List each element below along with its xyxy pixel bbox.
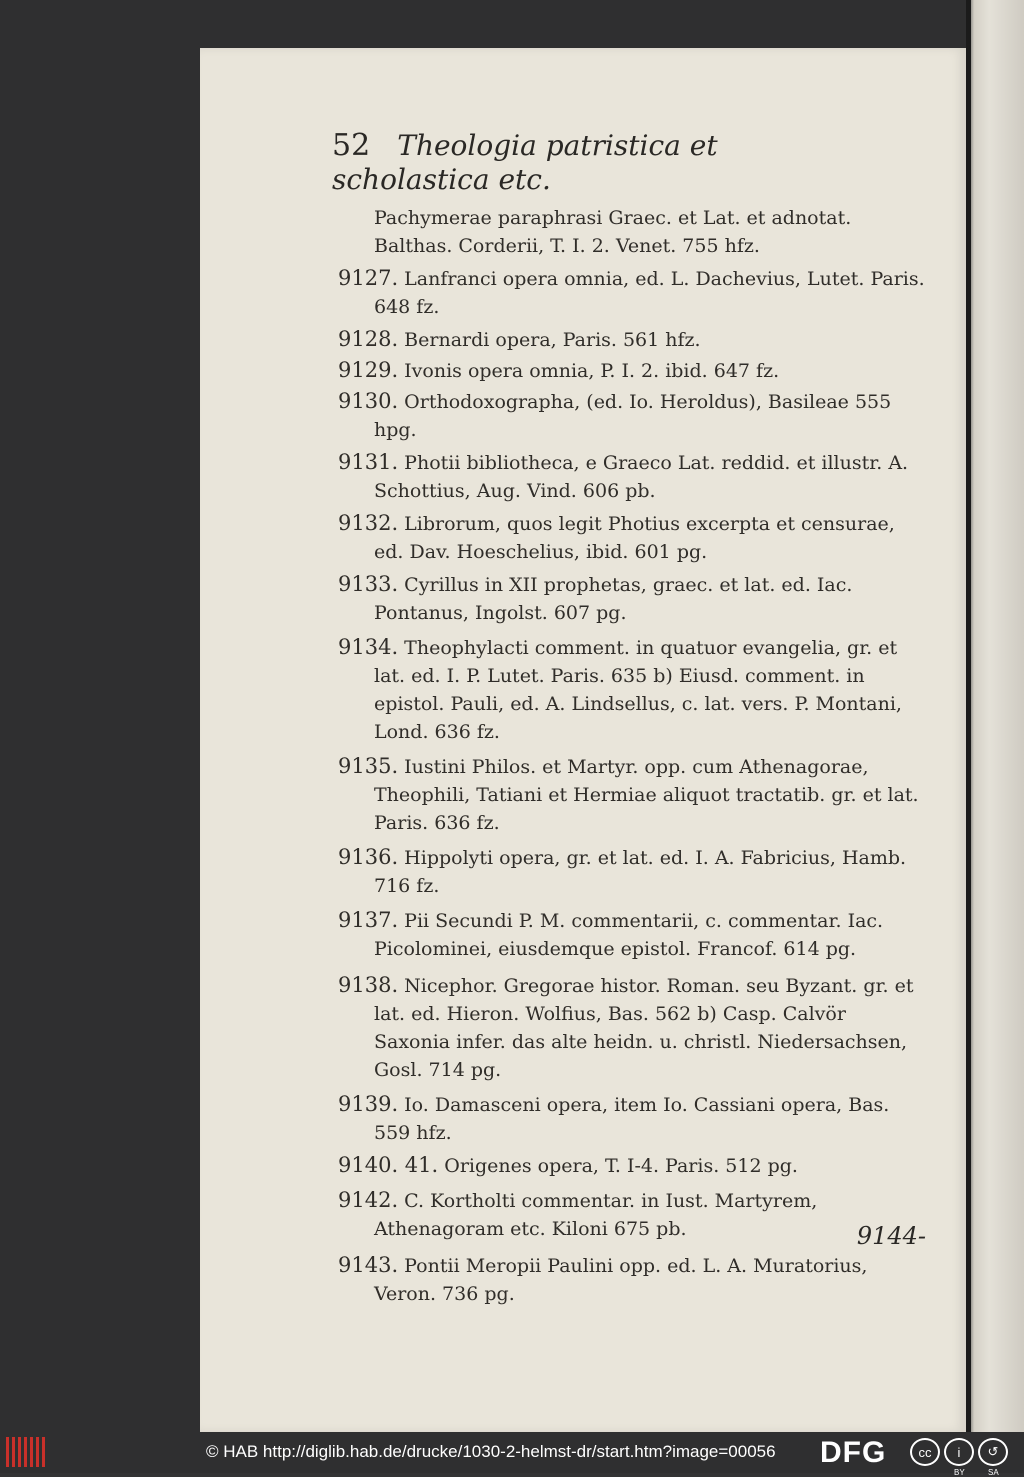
- entry-text: Theophylacti comment. in quatuor evangelia, gr. et lat. ed. I. P. Lutet. Paris. 635 b) Eiusd. comment. in epistol. Pauli, ed. A. Lindsellus, c. lat. vers. P. Montani, Lond. 636 fz.: [374, 637, 902, 743]
- entry-text: Io. Damasceni opera, item Io. Cassiani opera, Bas. 559 hfz.: [374, 1094, 890, 1144]
- entry-text: Cyrillus in XII prophetas, graec. et lat. ed. Iac. Pontanus, Ingolst. 607 pg.: [374, 574, 853, 624]
- page-title: Theologia patristica et scholastica etc.: [332, 129, 718, 196]
- catalog-entry: [338, 1090, 928, 1147]
- sa-label: SA: [988, 1468, 999, 1477]
- catalog-entry: [338, 570, 928, 627]
- entry-text: Nicephor. Gregorae histor. Roman. seu Byzant. gr. et lat. ed. Hieron. Wolfius, Bas. 562 b) Casp. Calvör Saxonia infer. das alte heidn. u. christl. Niedersachsen, Gosl. 714 pg.: [374, 975, 914, 1081]
- catalog-entry: [338, 509, 928, 566]
- entry-number: 9136.: [338, 845, 399, 869]
- entry-number: 9142.: [338, 1188, 399, 1212]
- book-page: [200, 48, 966, 1432]
- catalog-entry: [338, 325, 928, 354]
- entry-number: 9135.: [338, 754, 399, 778]
- spine-shadow: [966, 0, 971, 1432]
- entry-number: 9139.: [338, 1092, 399, 1116]
- entry-number: 9130.: [338, 389, 399, 413]
- entry-number: 9128.: [338, 327, 399, 351]
- entry-number: 9131.: [338, 450, 399, 474]
- by-label: BY: [954, 1468, 965, 1477]
- cc-license[interactable]: [910, 1438, 1008, 1477]
- catchword: 9144-: [856, 1222, 926, 1250]
- barcode-icon: [6, 1437, 46, 1467]
- entry-text: Pachymerae paraphrasi Graec. et Lat. et adnotat. Balthas. Corderii, T. I. 2. Venet. 755 hfz.: [374, 207, 852, 257]
- entry-text: Pontii Meropii Paulini opp. ed. L. A. Muratorius, Veron. 736 pg.: [374, 1255, 868, 1305]
- entry-text: Librorum, quos legit Photius excerpta et censurae, ed. Dav. Hoeschelius, ibid. 601 pg.: [374, 513, 895, 563]
- catalog-entry: [338, 843, 928, 900]
- entry-number: 9143.: [338, 1253, 399, 1277]
- catalog-entry: [338, 906, 928, 963]
- catalog-entry: [338, 204, 928, 260]
- catalog-entry: [338, 448, 928, 505]
- catalog-entries: [338, 200, 928, 1308]
- entry-number: 9127.: [338, 266, 399, 290]
- catalog-entry: [338, 1251, 928, 1308]
- catalog-entry: [338, 1151, 928, 1180]
- entry-text: Iustini Philos. et Martyr. opp. cum Athenagorae, Theophili, Tatiani et Hermiae aliquot tractatib. gr. et lat. Paris. 636 fz.: [374, 756, 919, 834]
- entry-text: Photii bibliotheca, e Graeco Lat. reddid. et illustr. A. Schottius, Aug. Vind. 606 pb.: [374, 452, 909, 502]
- entry-text: Hippolyti opera, gr. et lat. ed. I. A. Fabricius, Hamb. 716 fz.: [374, 847, 907, 897]
- entry-number: 9132.: [338, 511, 399, 535]
- entry-number: 9138.: [338, 973, 399, 997]
- entry-text: Lanfranci opera omnia, ed. L. Dachevius, Lutet. Paris. 648 fz.: [374, 268, 925, 318]
- catalog-entry: [338, 752, 928, 837]
- catalog-entry: [338, 264, 928, 321]
- catalog-entry: [338, 971, 928, 1084]
- entry-number: 9140. 41.: [338, 1153, 439, 1177]
- source-credit-link[interactable]: © HAB http://diglib.hab.de/drucke/1030-2-helmst-dr/start.htm?image=00056: [206, 1442, 776, 1461]
- entry-text: Origenes opera, T. I-4. Paris. 512 pg.: [444, 1155, 798, 1177]
- entry-text: Bernardi opera, Paris. 561 hfz.: [404, 329, 701, 351]
- dfg-logo: DFG: [820, 1436, 887, 1469]
- cc-icon: cc: [910, 1438, 940, 1466]
- entry-number: 9129.: [338, 358, 399, 382]
- book-spine: [966, 0, 1024, 1432]
- catalog-entry: [338, 633, 928, 746]
- entry-number: 9133.: [338, 572, 399, 596]
- viewer-footer: [0, 1432, 1024, 1477]
- catalog-entry: [338, 1186, 928, 1243]
- sa-icon: ↺: [978, 1438, 1008, 1466]
- entry-text: Ivonis opera omnia, P. I. 2. ibid. 647 fz.: [404, 360, 780, 382]
- catalog-entry: [338, 387, 928, 444]
- page-number: 52: [332, 128, 371, 163]
- by-icon: i: [944, 1438, 974, 1466]
- catalog-entry: [338, 356, 928, 385]
- entry-number: 9134.: [338, 635, 399, 659]
- entry-number: 9137.: [338, 908, 399, 932]
- running-head: [332, 128, 872, 196]
- entry-text: Pii Secundi P. M. commentarii, c. commentar. Iac. Picolominei, eiusdemque epistol. Francof. 614 pg.: [374, 910, 884, 960]
- entry-text: C. Kortholti commentar. in Iust. Martyrem, Athenagoram etc. Kiloni 675 pb.: [374, 1190, 818, 1240]
- entry-text: Orthodoxographa, (ed. Io. Heroldus), Basileae 555 hpg.: [374, 391, 892, 441]
